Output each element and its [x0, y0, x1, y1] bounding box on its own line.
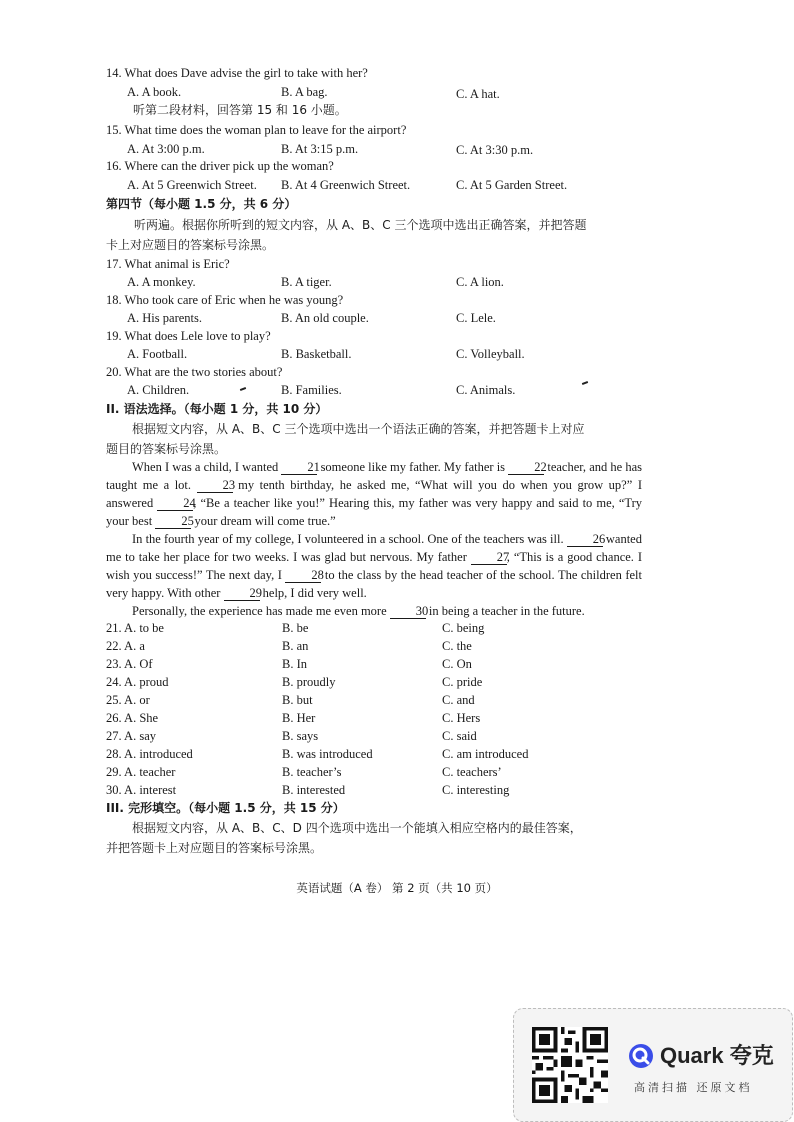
q15-option-c: C. At 3:30 p.m. — [456, 143, 534, 157]
q16-option-a: A. At 5 Greenwich Street. — [127, 178, 257, 192]
question-15-stem: 15. What time does the woman plan to leave for the airport? — [106, 123, 407, 137]
q17-option-c: C. A lion. — [456, 275, 504, 289]
q24-option-b: B. proudly — [282, 675, 336, 689]
q22-option-a: 22. A. a — [106, 639, 145, 653]
q15-option-b: B. At 3:15 p.m. — [281, 142, 359, 156]
q22-option-c: C. the — [442, 639, 472, 653]
q14-option-c: C. A hat. — [456, 87, 500, 101]
q26-option-c: C. Hers — [442, 711, 481, 725]
q30-option-b: B. interested — [282, 783, 346, 797]
q25-option-a: 25. A. or — [106, 693, 150, 707]
passage-paragraph-1 — [106, 458, 642, 530]
passage-text: , “This is a good chance. I wish you success!” The next day, I — [106, 550, 642, 582]
scan-speck — [240, 387, 246, 391]
question-18-stem: 18. Who took care of Eric when he was young? — [106, 293, 344, 307]
passage-text: When I was a child, I wanted — [132, 460, 282, 474]
q20-option-a: A. Children. — [127, 383, 190, 397]
quark-brand-text: Quark 夸克 — [660, 1043, 774, 1068]
q30-option-a: 30. A. interest — [106, 783, 177, 797]
passage-text: Personally, the experience has made me even more — [132, 604, 390, 618]
quark-brand — [628, 1043, 774, 1069]
q25-option-c: C. and — [442, 693, 475, 707]
scan-speck — [582, 381, 588, 385]
q14-option-a: A. A book. — [127, 85, 182, 99]
passage-text: teacher, and he has taught me a lot. — [106, 460, 643, 492]
grammar-title: II. 语法选择。（每小题 1 分，共 10 分） — [106, 402, 328, 416]
question-16-stem: 16. Where can the driver pick up the woman? — [106, 159, 334, 173]
q21-option-c: C. being — [442, 621, 485, 635]
q16-option-c: C. At 5 Garden Street. — [456, 178, 568, 192]
quark-tagline: 高清扫描 还原文档 — [634, 1081, 753, 1094]
grammar-instruction-line1: 根据短文内容，从 A、B、C 三个选项中选出一个语法正确的答案，并把答题卡上对应 — [132, 422, 585, 436]
section4-instruction-line1: 听两遍。根据你所听到的短文内容，从 A、B、C 三个选项中选出正确答案，并把答题 — [134, 218, 587, 232]
q17-option-b: B. A tiger. — [281, 275, 332, 289]
section4-title: 第四节（每小题 1.5 分，共 6 分） — [106, 197, 297, 211]
grammar-passage — [106, 458, 642, 620]
q26-option-a: 26. A. She — [106, 711, 159, 725]
section3-instruction-2: 听第二段材料，回答第 15 和 16 小题。 — [133, 103, 347, 117]
q14-option-b: B. A bag. — [281, 85, 328, 99]
q21-option-a: 21. A. to be — [106, 621, 164, 635]
q24-option-a: 24. A. proud — [106, 675, 169, 689]
q27-option-b: B. says — [282, 729, 319, 743]
q20-option-b: B. Families. — [281, 383, 342, 397]
passage-text: in being a teacher in the future. — [425, 604, 585, 618]
blank-29: 29 — [224, 586, 260, 601]
quark-logo-icon — [628, 1043, 654, 1069]
grammar-instruction-line2: 题目的答案标号涂黑。 — [106, 442, 227, 456]
q21-option-b: B. be — [282, 621, 309, 635]
q26-option-b: B. Her — [282, 711, 316, 725]
passage-text: help, I did very well. — [259, 586, 367, 600]
blank-24: 24 — [157, 496, 193, 511]
q19-option-a: A. Football. — [127, 347, 188, 361]
passage-text: wanted me to take her place for two weeks. I was glad but nervous. My father — [106, 532, 642, 564]
blank-25: 25 — [155, 514, 191, 529]
q19-option-c: C. Volleyball. — [456, 347, 525, 361]
question-17-stem: 17. What animal is Eric? — [106, 257, 230, 271]
passage-paragraph-3 — [106, 602, 642, 620]
q28-option-c: C. am introduced — [442, 747, 529, 761]
section4-instruction-line2: 卡上对应题目的答案标号涂黑。 — [106, 238, 275, 252]
page-footer: 英语试题（A 卷） 第 2 页（共 10 页） — [296, 881, 498, 895]
q27-option-a: 27. A. say — [106, 729, 156, 743]
q18-option-b: B. An old couple. — [281, 311, 369, 325]
passage-text: to the class by the head teacher of the school. The children felt very happy. With other — [106, 568, 643, 600]
blank-21: 21 — [281, 460, 317, 475]
quark-watermark-badge — [513, 1008, 793, 1122]
passage-text: someone like my father. My father is — [317, 460, 509, 474]
q15-option-a: A. At 3:00 p.m. — [127, 142, 205, 156]
q19-option-b: B. Basketball. — [281, 347, 352, 361]
q23-option-b: B. In — [282, 657, 307, 671]
q22-option-b: B. an — [282, 639, 309, 653]
cloze-instruction-line1: 根据短文内容，从 A、B、C、D 四个选项中选出一个能填入相应空格内的最佳答案， — [132, 821, 582, 835]
passage-text: In the fourth year of my college, I volunteered in a school. One of the teachers was ill. — [132, 532, 567, 546]
q28-option-b: B. was introduced — [282, 747, 373, 761]
q18-option-c: C. Lele. — [456, 311, 496, 325]
q16-option-b: B. At 4 Greenwich Street. — [281, 178, 411, 192]
q30-option-c: C. interesting — [442, 783, 510, 797]
question-14-stem: 14. What does Dave advise the girl to take with her? — [106, 66, 368, 80]
cloze-title: III. 完形填空。（每小题 1.5 分，共 15 分） — [106, 801, 345, 815]
blank-23: 23 — [197, 478, 233, 493]
passage-text: your dream will come true.” — [191, 514, 336, 528]
q23-option-a: 23. A. Of — [106, 657, 153, 671]
q29-option-c: C. teachers’ — [442, 765, 502, 779]
q18-option-a: A. His parents. — [127, 311, 202, 325]
q29-option-a: 29. A. teacher — [106, 765, 176, 779]
qr-code-icon — [532, 1027, 608, 1103]
q23-option-c: C. On — [442, 657, 472, 671]
blank-30: 30 — [390, 604, 426, 619]
passage-paragraph-2 — [106, 530, 642, 602]
q20-option-c: C. Animals. — [456, 383, 516, 397]
q29-option-b: B. teacher’s — [282, 765, 342, 779]
question-19-stem: 19. What does Lele love to play? — [106, 329, 271, 343]
blank-22: 22 — [508, 460, 544, 475]
passage-text: my tenth birthday, he asked me, “What will you do when you grow up?” I answered — [106, 478, 642, 510]
q24-option-c: C. pride — [442, 675, 483, 689]
question-20-stem: 20. What are the two stories about? — [106, 365, 283, 379]
blank-27: 27 — [471, 550, 507, 565]
q27-option-c: C. said — [442, 729, 477, 743]
blank-28: 28 — [285, 568, 321, 583]
blank-26: 26 — [567, 532, 603, 547]
q28-option-a: 28. A. introduced — [106, 747, 193, 761]
cloze-instruction-line2: 并把答题卡上对应题目的答案标号涂黑。 — [106, 841, 323, 855]
q25-option-b: B. but — [282, 693, 313, 707]
q17-option-a: A. A monkey. — [127, 275, 196, 289]
passage-text: , “Be a teacher like you!” Hearing this, my father was very happy and said to me, “Try your best — [106, 496, 642, 528]
